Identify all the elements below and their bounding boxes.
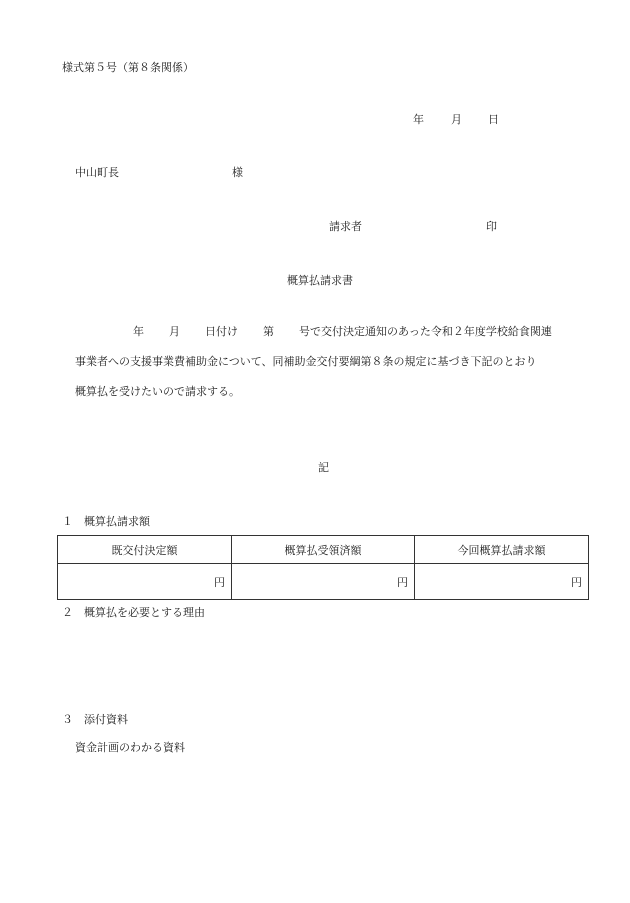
- section1-heading: １ 概算払請求額: [62, 515, 150, 528]
- section3-heading: ３ 添付資料: [62, 713, 128, 726]
- requester-label: 請求者: [329, 220, 362, 233]
- amount-cell-already-decided: 円: [58, 564, 232, 600]
- amount-cell-received: 円: [232, 564, 415, 600]
- form-number: 様式第５号（第８条関係）: [62, 61, 194, 74]
- amount-table: [57, 535, 589, 600]
- body-line1-rest: 号で交付決定通知のあった令和２年度学校給食関連: [299, 325, 552, 338]
- body-line-3: 概算払を受けたいので請求する。: [75, 385, 240, 398]
- document-title: 概算払請求書: [287, 274, 353, 287]
- body-year: 年: [133, 325, 144, 338]
- request-body: [75, 317, 590, 407]
- addressee-name: 中山町長: [75, 166, 119, 179]
- date-day-label: 日: [488, 113, 499, 126]
- table-row: [58, 564, 589, 600]
- attachment-item: 資金計画のわかる資料: [75, 741, 185, 754]
- header-already-decided: 既交付決定額: [58, 536, 232, 564]
- body-number-prefix: 第: [263, 325, 274, 338]
- seal-mark: 印: [486, 220, 497, 233]
- amount-cell-current-request: 円: [415, 564, 589, 600]
- date-month-label: 月: [451, 113, 462, 126]
- header-current-request: 今回概算払請求額: [415, 536, 589, 564]
- addressee-honorific: 様: [232, 166, 243, 179]
- header-received: 概算払受領済額: [232, 536, 415, 564]
- ki-heading: 記: [318, 461, 329, 474]
- section2-heading: ２ 概算払を必要とする理由: [62, 606, 205, 619]
- date-year-label: 年: [413, 113, 424, 126]
- body-line-1: [75, 317, 590, 347]
- body-month: 月: [169, 325, 180, 338]
- body-line-2: 事業者への支援事業費補助金について、同補助金交付要綱第８条の規定に基づき下記のとおり: [75, 355, 537, 368]
- table-header-row: [58, 536, 589, 564]
- body-dated: 日付け: [205, 325, 238, 338]
